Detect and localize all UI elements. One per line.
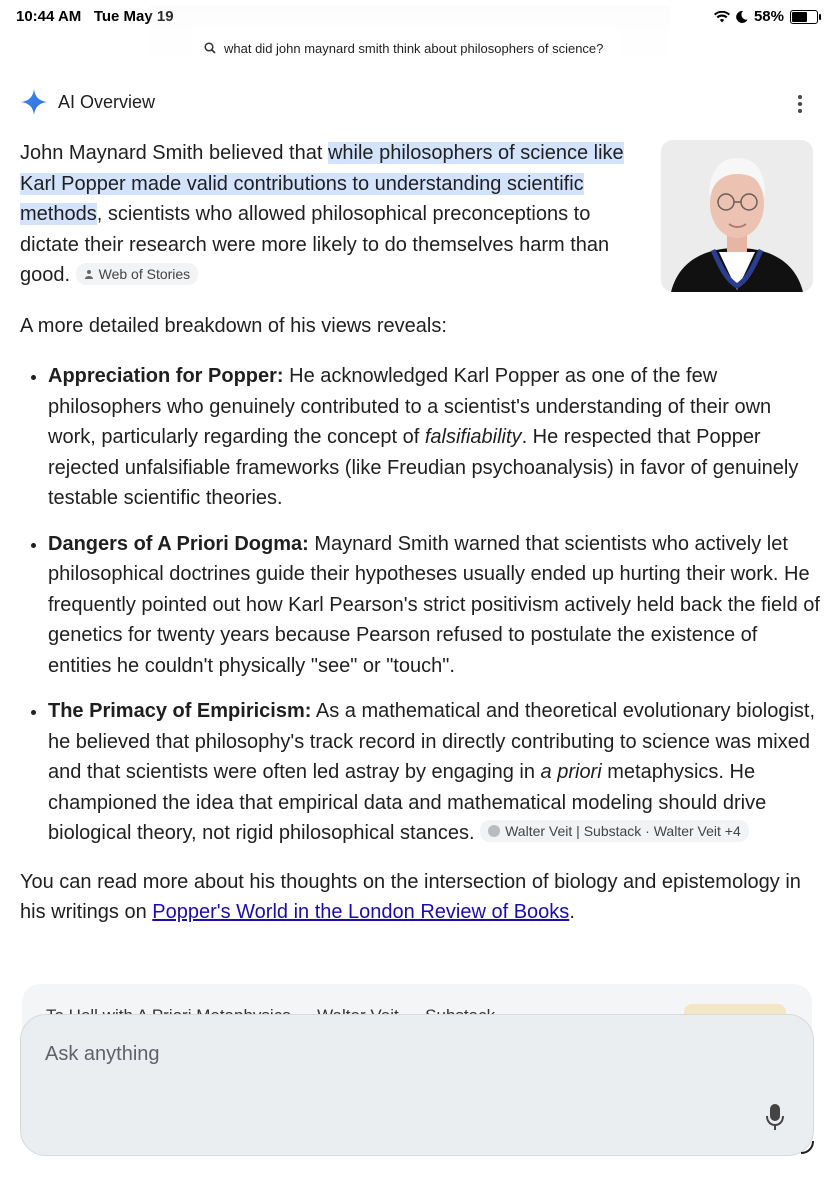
status-indicators: [714, 8, 818, 25]
intro-paragraph: John Maynard Smith believed that while philosophers of science like Karl Popper made valid contributions to understanding scientific methods, scientists who allowed philosophical preconceptions to dictate their research were more likely to do themselves harm than good. Web of Stories: [20, 142, 624, 286]
resize-handle-icon[interactable]: [798, 1138, 814, 1154]
ask-input[interactable]: [20, 1014, 814, 1156]
lrb-link[interactable]: Popper's World in the London Review of Books: [152, 901, 570, 923]
ai-overview-title: AI Overview: [58, 91, 156, 112]
ai-overview-body: [20, 138, 820, 928]
search-icon: [204, 42, 216, 54]
status-time: 10:44 AM Tue May 19: [16, 8, 174, 25]
microphone-icon[interactable]: [765, 1103, 785, 1131]
source-chip-web-of-stories[interactable]: Web of Stories: [76, 263, 199, 285]
highlighted-text[interactable]: while philosophers of science like Karl Popper made valid contributions to understanding scientific methods: [20, 142, 624, 225]
source-avatar: [488, 825, 500, 837]
source-chip-walter-veit[interactable]: Walter Veit | Substack · Walter Veit +4: [480, 820, 749, 842]
ask-placeholder: Ask anything: [45, 1043, 160, 1065]
person-icon: [84, 269, 94, 279]
breakdown-lead: A more detailed breakdown of his views reveals:: [20, 314, 447, 337]
more-options-icon[interactable]: [790, 92, 810, 116]
sparkle-icon: [20, 88, 48, 116]
ai-overview-header: [20, 88, 155, 116]
list-item: • The Primacy of Empiricism: As a mathematical and theoretical evolutionary biologist, he believed that philosophy's track record in directly contributing to science was mixed and that scientists were often led astray by engaging in a priori metaphysics. He championed the idea that empirical data and mathematical modeling should drive biological theory, not rigid philosophical stances. Walter Veit | Substack · Walter Veit +4: [48, 696, 820, 849]
battery-icon: [790, 10, 818, 24]
battery-percent: 58%: [753, 8, 784, 25]
search-bar[interactable]: [192, 30, 618, 66]
wifi-icon: [714, 11, 730, 23]
list-item: • Dangers of A Priori Dogma: Maynard Smith warned that scientists who actively let philosophical doctrines guide their hypotheses usually ended up hurting their work. He frequently pointed out how Karl Pearson's strict positivism actively held back the field of genetics for twenty years because Pearson refused to postulate the existence of entities he couldn't physically "see" or "touch".: [48, 529, 820, 682]
search-query: what did john maynard smith think about philosophers of science?: [224, 40, 604, 56]
moon-icon: [736, 10, 748, 23]
views-list: [20, 361, 820, 849]
list-item: • Appreciation for Popper: He acknowledged Karl Popper as one of the few philosophers who genuinely contributed to a scientist's understanding of their own work, particularly regarding the concept of falsifiability. He respected that Popper rejected unfalsifiable frameworks (like Freudian psychoanalysis) in favor of genuinely testable scientific theories.: [48, 361, 820, 514]
closing-paragraph: You can read more about his thoughts on the intersection of biology and epistemology in his writings on Popper's World in the London Review of Books.: [20, 870, 801, 923]
